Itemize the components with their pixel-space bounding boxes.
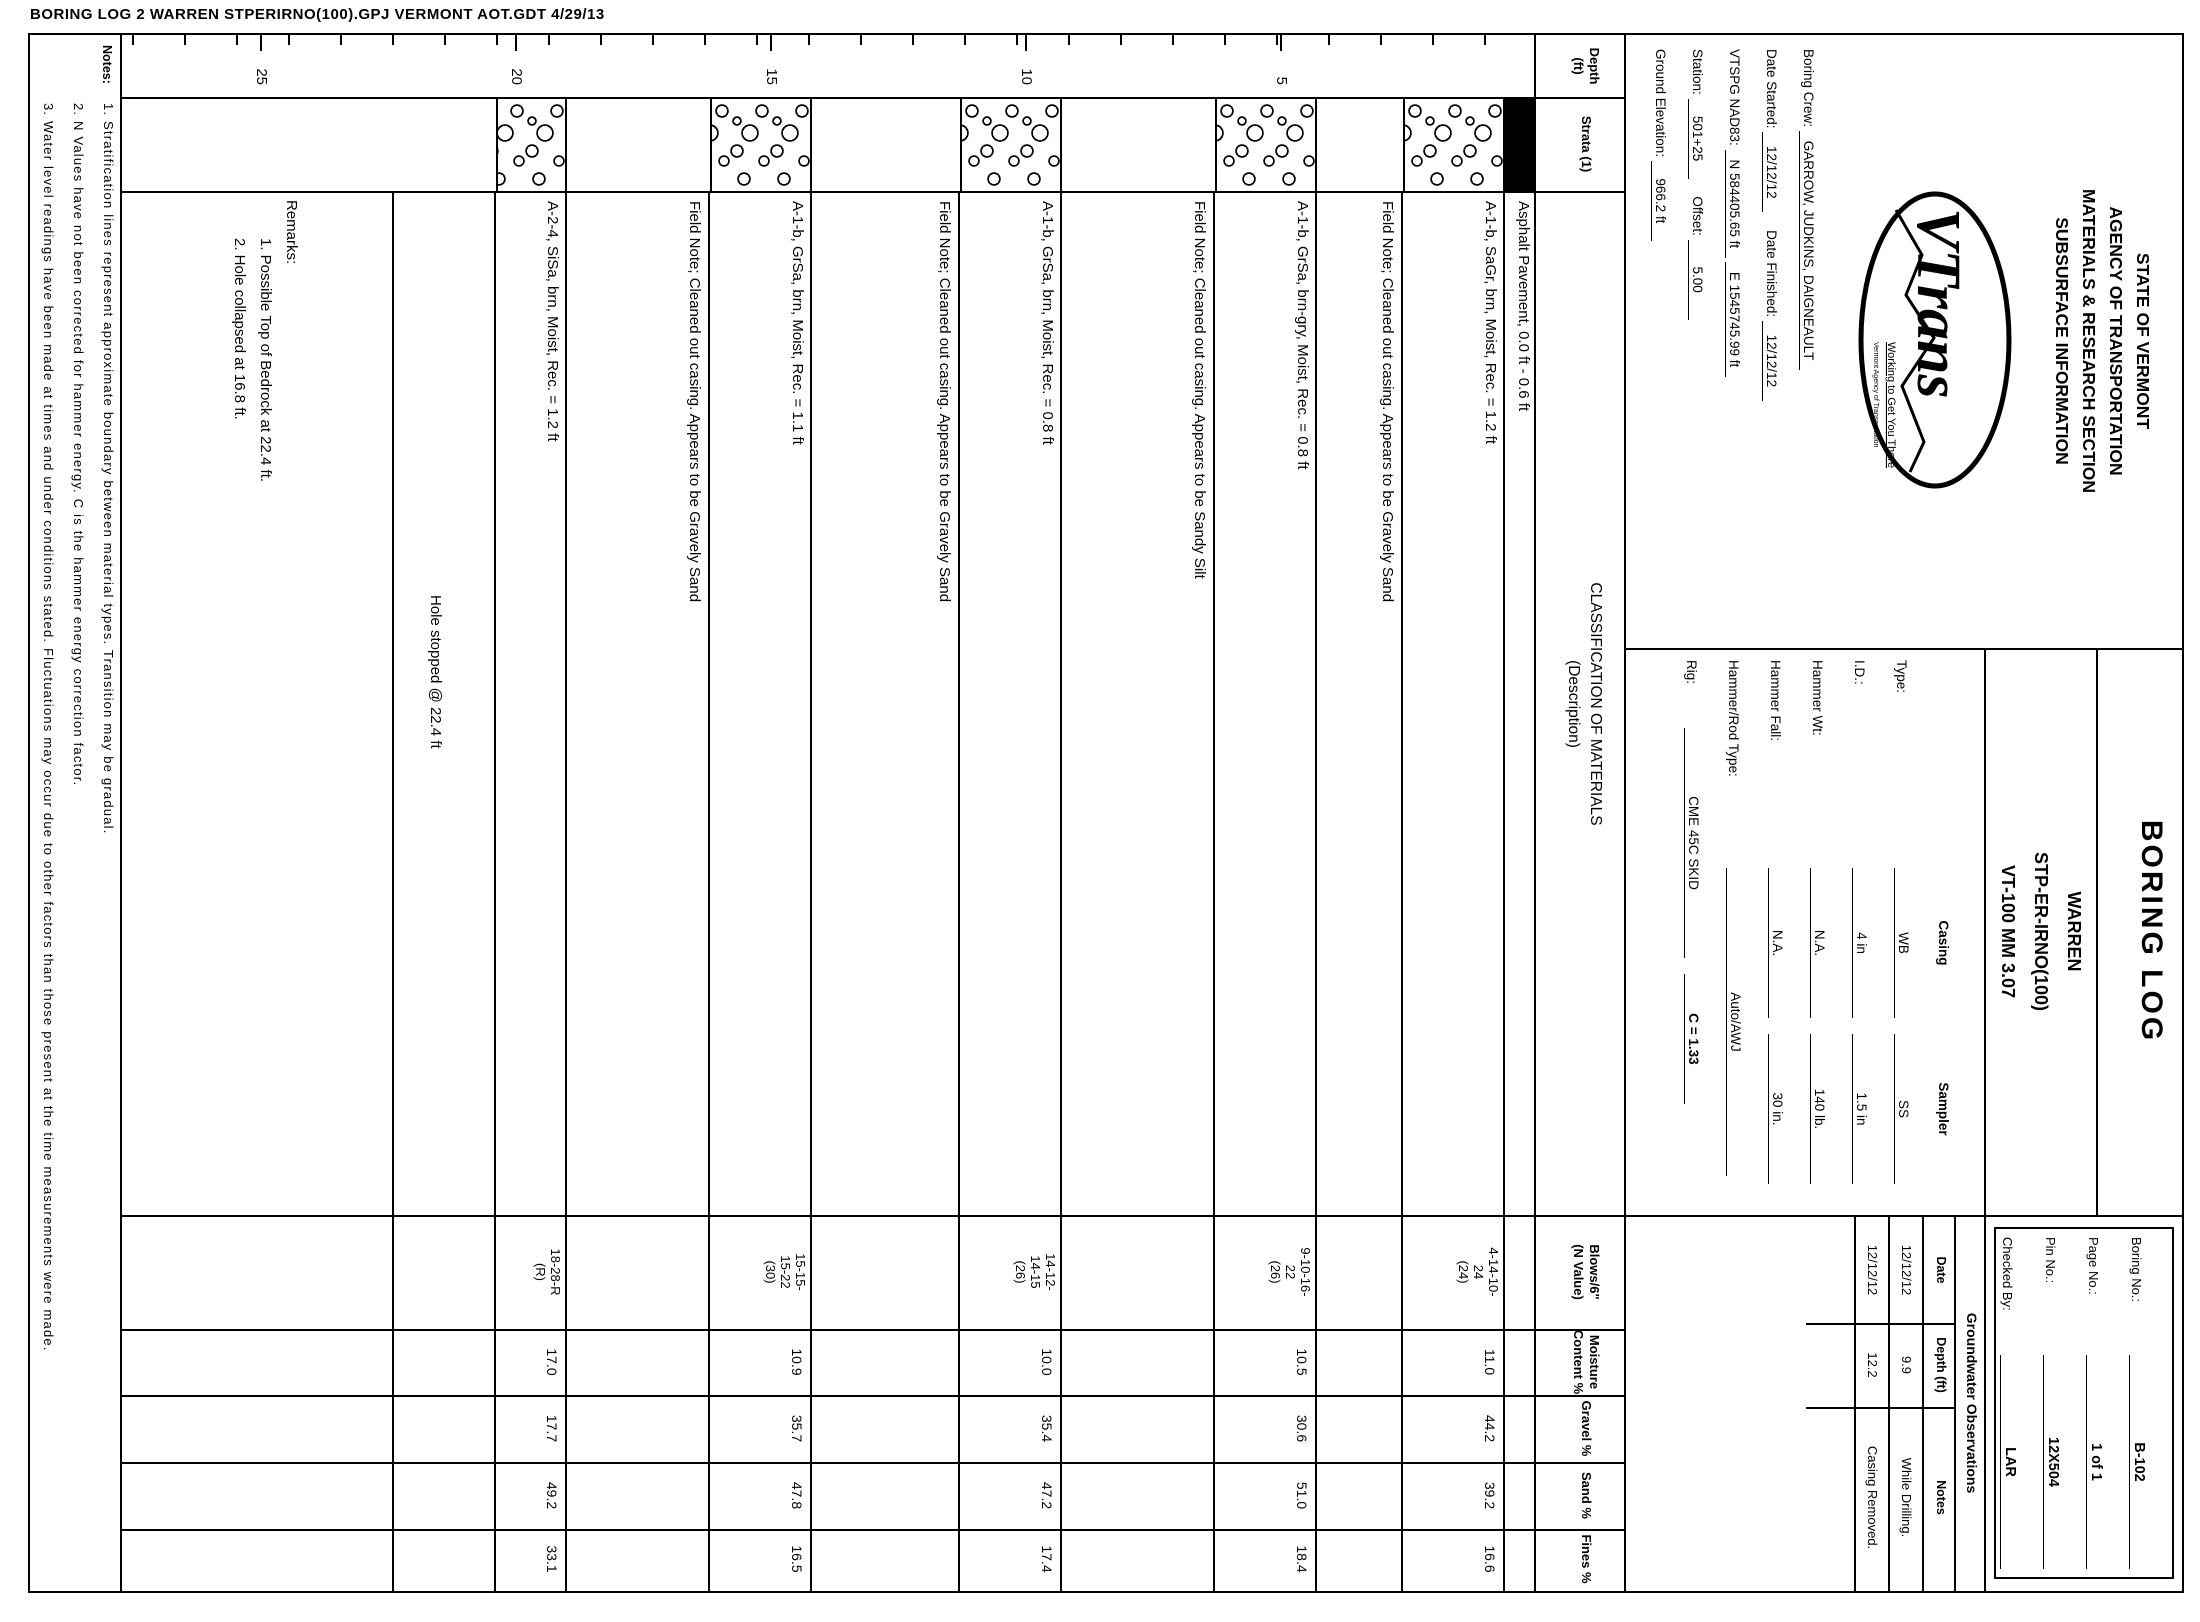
- page-no-label: Page No.:: [2086, 1237, 2101, 1295]
- depth-col-line: [122, 97, 1626, 99]
- vtspg-label: VTSPG NAD83:: [1727, 49, 1742, 146]
- remark-line: 1. Possible Top of Bedrock at 22.4 ft.: [257, 238, 274, 483]
- blows-line: (26): [1013, 1260, 1028, 1284]
- station-row: [1668, 49, 1705, 643]
- classification-header-line: (Description): [1565, 660, 1582, 748]
- boring-crew-label: Boring Crew:: [1801, 49, 1816, 128]
- interval-line: [811, 193, 813, 1591]
- hammer-wt-row: [1810, 660, 1852, 1205]
- gravel-strata: [1215, 99, 1317, 191]
- checked-by-label: Checked By:: [2000, 1237, 2015, 1311]
- blows-line: 24: [1471, 1264, 1486, 1280]
- boring-crew-value: GARROW, JUDKINS, DAIGNEAULT: [1799, 131, 1816, 371]
- title-divider: [1626, 648, 2182, 650]
- remarks-block: [226, 200, 304, 482]
- gw-col-line: [1806, 1407, 1956, 1409]
- station-label: Station:: [1690, 49, 1705, 95]
- rig-label: Rig:: [1684, 660, 1699, 685]
- depth-minor-ticks: [124, 35, 1536, 45]
- station-value: 501+25: [1688, 99, 1705, 179]
- interval-line: [1402, 193, 1404, 1591]
- page-no-value: 1 of 1: [2086, 1355, 2104, 1569]
- hammer-fall-row: [1768, 660, 1810, 1205]
- sand-value: 47.8: [789, 1481, 805, 1510]
- sand-value: 47.2: [1039, 1481, 1055, 1510]
- blows-line: 22: [1283, 1264, 1298, 1280]
- classification-header-line: CLASSIFICATION OF MATERIALS: [1587, 582, 1604, 826]
- ground-elevation-value: 966.2 ft: [1651, 161, 1668, 241]
- gw-date-header: Date: [1934, 1256, 1948, 1284]
- blows-line: 15-15-: [793, 1253, 808, 1291]
- gravel-strata: [960, 99, 1062, 191]
- sample-description: A-1-b, GrSa, brn, Moist, Rec. = 0.8 ft: [1039, 201, 1056, 445]
- depth-label-15: 15: [763, 68, 780, 85]
- interval-line: [709, 193, 711, 1591]
- blows-line: 15-22: [778, 1255, 793, 1289]
- id-row: [1852, 660, 1894, 1205]
- casing-header: Casing: [1936, 920, 1951, 966]
- gravel-strata: [710, 99, 812, 191]
- interval-line: [1061, 193, 1063, 1591]
- depth-header: [1570, 35, 1602, 97]
- easting-value: E 1545745.99 ft: [1725, 262, 1742, 377]
- blows-line: (30): [763, 1260, 778, 1284]
- depth-header-line: (ft): [1571, 57, 1586, 75]
- agency-line: AGENCY OF TRANSPORTATION: [2106, 206, 2126, 476]
- gw-date-2: 12/12/12: [1865, 1244, 1880, 1296]
- notes-title: Notes:: [100, 45, 114, 84]
- offset-value: 5.00: [1688, 240, 1705, 320]
- gw-note-1: While Drilling.: [1899, 1457, 1914, 1538]
- sample-description: A-1-b, GrSa, brn, Moist, Rec. = 1.1 ft: [789, 201, 806, 445]
- gw-depth-1: 9.9: [1899, 1355, 1914, 1375]
- pin-no-label: Pin No.:: [2043, 1237, 2058, 1284]
- agency-line: MATERIALS & RESEARCH SECTION: [2079, 189, 2099, 493]
- rig-value: CME 45C SKID: [1684, 728, 1701, 958]
- moisture-value: 11.0: [1482, 1348, 1498, 1376]
- gw-rule: [1955, 1215, 1957, 1591]
- id-fields-box: [1994, 1227, 2174, 1579]
- sand-value: 49.2: [544, 1481, 560, 1510]
- hammer-rod-value: Auto/AWJ: [1726, 868, 1743, 1176]
- type-label: Type:: [1894, 660, 1909, 694]
- offset-label: Offset:: [1690, 196, 1705, 236]
- agency-title: [2048, 35, 2156, 647]
- title-rule: [1984, 650, 1986, 1591]
- header-bottom-rule: [1534, 35, 1536, 1591]
- sample-description: A-1-b, SaGr, brn, Moist, Rec. = 1.2 ft: [1482, 201, 1499, 445]
- moisture-header-line: Moisture: [1587, 1334, 1602, 1390]
- boring-no-label: Boring No.:: [2129, 1237, 2144, 1303]
- date-finished-value: 12/12/12: [1762, 321, 1779, 401]
- hammer-wt-label: Hammer Wt:: [1810, 660, 1825, 736]
- fines-value: 16.5: [789, 1545, 805, 1573]
- groundwater-title: Groundwater Observations: [1964, 1312, 1980, 1494]
- id-sampler: 1.5 in: [1852, 1034, 1869, 1184]
- fines-value: 17.4: [1039, 1545, 1055, 1573]
- fines-value: 18.4: [1294, 1545, 1310, 1573]
- hammer-fall-sampler: 30 in.: [1768, 1034, 1785, 1184]
- gw-date-1: 12/12/12: [1899, 1244, 1914, 1296]
- blows-line: 4-14-10-: [1486, 1247, 1501, 1297]
- interval-line: [495, 193, 497, 1591]
- moisture-header: [1570, 1329, 1602, 1395]
- checked-by-row: [2000, 1229, 2043, 1577]
- moisture-value: 10.9: [789, 1348, 805, 1376]
- blows-value: [1013, 1215, 1058, 1329]
- remarks-title: Remarks:: [283, 200, 300, 265]
- pin-no-value: 12X504: [2043, 1355, 2061, 1569]
- blows-value: [763, 1215, 808, 1329]
- hammer-wt-sampler: 140 lb.: [1810, 1034, 1827, 1184]
- id-label: I.D.:: [1852, 660, 1867, 685]
- boring-no-row: [2129, 1229, 2172, 1577]
- blows-value: [1268, 1215, 1313, 1329]
- depth-label-5: 5: [1273, 76, 1290, 85]
- sand-value: 51.0: [1294, 1481, 1310, 1510]
- moisture-col-line: [122, 1329, 1626, 1331]
- interval-line: [566, 193, 568, 1591]
- boring-crew-row: [1779, 49, 1816, 643]
- gravel-value: 30.6: [1294, 1414, 1310, 1443]
- logo-brand-text: VTrans: [1904, 208, 1972, 399]
- hammer-wt-casing: N.A.: [1810, 868, 1827, 1018]
- note-item: 3. Water level readings have been made at times and under conditions stated. Fluctuations may occur due to other factors than those present at the time measurements were made.: [41, 103, 56, 1352]
- gravel-value: 35.7: [789, 1414, 805, 1443]
- depth-label-20: 20: [508, 68, 525, 85]
- id-casing: 4 in: [1852, 868, 1869, 1018]
- gravel-col-line: [122, 1395, 1626, 1397]
- hammer-fall-casing: N.A.: [1768, 868, 1785, 1018]
- blows-line: 14-12-: [1043, 1253, 1058, 1291]
- ground-elevation-row: [1631, 49, 1668, 643]
- sample-description: A-1-b, GrSa, brn-gry, Moist, Rec. = 0.8 ft: [1294, 201, 1311, 470]
- ground-elevation-label: Ground Elevation:: [1653, 49, 1668, 158]
- interval-line: [1214, 193, 1216, 1591]
- fines-value: 33.1: [544, 1545, 560, 1573]
- asphalt-strata: [1505, 99, 1536, 191]
- blows-value: [1456, 1215, 1501, 1329]
- title-rule: [2096, 650, 2098, 1215]
- gw-depth-2: 12.2: [1865, 1352, 1880, 1378]
- depth-label-25: 25: [253, 68, 270, 85]
- gravel-value: 17.7: [544, 1414, 560, 1443]
- moisture-value: 10.5: [1294, 1348, 1310, 1376]
- blows-header-line: (N Value): [1571, 1244, 1586, 1300]
- remark-line: 2. Hole collapsed at 16.8 ft.: [231, 238, 248, 420]
- strata-header: Strata (1): [1579, 115, 1594, 173]
- blows-line: (24): [1456, 1260, 1471, 1284]
- interval-line: [1504, 193, 1506, 1591]
- gravel-value: 35.4: [1039, 1414, 1055, 1443]
- form-title: BORING LOG: [2135, 819, 2168, 1044]
- gw-col-line: [1806, 1323, 1956, 1325]
- note-item: 1. Stratification lines represent approximate boundary between material types. Transition may be gradual.: [101, 103, 116, 835]
- hole-stopped-note: Hole stopped @ 22.4 ft: [427, 595, 444, 749]
- blows-line: (R): [533, 1262, 548, 1282]
- casing-sampler-table: [1684, 660, 1978, 1205]
- gravel-value: 44.2: [1482, 1414, 1498, 1443]
- page-no-row: [2086, 1229, 2129, 1577]
- interval-line: [1316, 193, 1318, 1591]
- hammer-rod-label: Hammer/Rod Type:: [1726, 660, 1741, 777]
- northing-value: N 584405.65 ft: [1725, 150, 1742, 259]
- table-top-rule: [1624, 35, 1626, 1591]
- moisture-value: 17.0: [544, 1348, 560, 1376]
- correction-value: C = 1.33: [1684, 974, 1701, 1104]
- interval-line: [959, 193, 961, 1591]
- fines-value: 16.6: [1482, 1545, 1498, 1573]
- logo-subtext: Vermont Agency of Transportation: [1872, 342, 1879, 448]
- field-note: Field Note; Cleaned out casing. Appears to be Gravely Sand: [686, 201, 703, 603]
- blows-value: [533, 1215, 563, 1329]
- date-started-value: 12/12/12: [1762, 132, 1779, 212]
- strata-col-line: [122, 191, 1626, 193]
- agency-line: SUBSURFACE INFORMATION: [2052, 217, 2072, 465]
- boring-info-fields: [1631, 49, 1816, 643]
- gw-note-2: Casing Removed.: [1865, 1445, 1880, 1550]
- sand-header: Sand %: [1579, 1472, 1594, 1519]
- date-started-label: Date Started:: [1764, 49, 1779, 129]
- gw-depth-header: Depth (ft): [1934, 1337, 1948, 1393]
- sample-description: A-2-4, SiSa, brn, Moist, Rec. = 1.2 ft: [544, 201, 561, 442]
- hammer-fall-label: Hammer Fall:: [1768, 660, 1783, 742]
- vtrans-logo: [1851, 190, 2014, 490]
- gw-rule: [1923, 1215, 1925, 1591]
- blows-line: 14-15: [1028, 1255, 1043, 1289]
- coordinates-row: [1705, 49, 1742, 643]
- rig-row: [1684, 660, 1726, 1205]
- gravel-strata: [496, 99, 567, 191]
- gravel-strata: [1403, 99, 1505, 191]
- blows-line: (26): [1268, 1260, 1283, 1284]
- notes-band: [28, 35, 122, 1591]
- note-item: 2. N Values have not been corrected for hammer energy. C is the hammer energy correction factor.: [71, 103, 86, 787]
- project-town: WARREN: [2064, 891, 2084, 972]
- casing-sampler-header-row: [1936, 660, 1978, 1205]
- field-note: Field Note; Cleaned out casing. Appears to be Gravely Sand: [1379, 201, 1396, 603]
- boring-log-form: [28, 33, 2184, 1593]
- surface-description: Asphalt Pavement, 0.0 ft - 0.6 ft: [1515, 201, 1532, 412]
- moisture-value: 10.0: [1039, 1348, 1055, 1376]
- type-row: [1894, 660, 1936, 1205]
- boring-no-value: B-102: [2129, 1355, 2147, 1569]
- project-block: [1991, 650, 2090, 1213]
- blows-header: [1570, 1215, 1602, 1329]
- column-divider: [122, 1215, 2182, 1217]
- project-number: STP-ER-IRNO(100): [2031, 851, 2051, 1012]
- file-caption: BORING LOG 2 WARREN STPERIRNO(100).GPJ VERMONT AOT.GDT 4/29/13: [30, 6, 605, 23]
- agency-line: STATE OF VERMONT: [2133, 252, 2153, 430]
- blows-line: 9-10-16-: [1298, 1247, 1313, 1297]
- hammer-rod-row: [1726, 660, 1768, 1205]
- classification-header: [1562, 193, 1606, 1215]
- type-sampler: SS: [1894, 1034, 1911, 1184]
- depth-header-line: Depth: [1587, 47, 1602, 85]
- field-note: Field Note; Cleaned out casing. Appears to be Sandy Silt: [1191, 201, 1208, 579]
- gw-notes-header: Notes: [1934, 1480, 1948, 1515]
- field-note: Field Note; Cleaned out casing. Appears to be Gravely Sand: [936, 201, 953, 603]
- gravel-header: Gravel %: [1579, 1400, 1594, 1457]
- moisture-header-line: Content %: [1571, 1329, 1586, 1395]
- fines-col-line: [122, 1529, 1626, 1531]
- logo-tagline: Working to Get You There: [1885, 342, 1897, 469]
- sand-col-line: [122, 1462, 1626, 1464]
- pin-no-row: [2043, 1229, 2086, 1577]
- sand-value: 39.2: [1482, 1481, 1498, 1510]
- gw-rule: [1855, 1215, 1857, 1591]
- project-location: VT-100 MM 3.07: [1998, 864, 2018, 999]
- bottom-of-hole-line: [393, 193, 395, 1591]
- type-casing: WB: [1894, 868, 1911, 1018]
- dates-row: [1742, 49, 1779, 643]
- fines-header: Fines %: [1579, 1534, 1594, 1584]
- blows-line: 18-28-R: [548, 1248, 563, 1296]
- rotated-form-wrapper: [28, 33, 2190, 1593]
- date-finished-label: Date Finished:: [1764, 230, 1779, 318]
- depth-label-10: 10: [1018, 68, 1035, 85]
- sampler-header: Sampler: [1936, 1082, 1951, 1136]
- gw-rule: [1889, 1215, 1891, 1591]
- blows-header-line: Blows/6": [1587, 1244, 1602, 1300]
- checked-by-value: LAR: [2000, 1355, 2018, 1569]
